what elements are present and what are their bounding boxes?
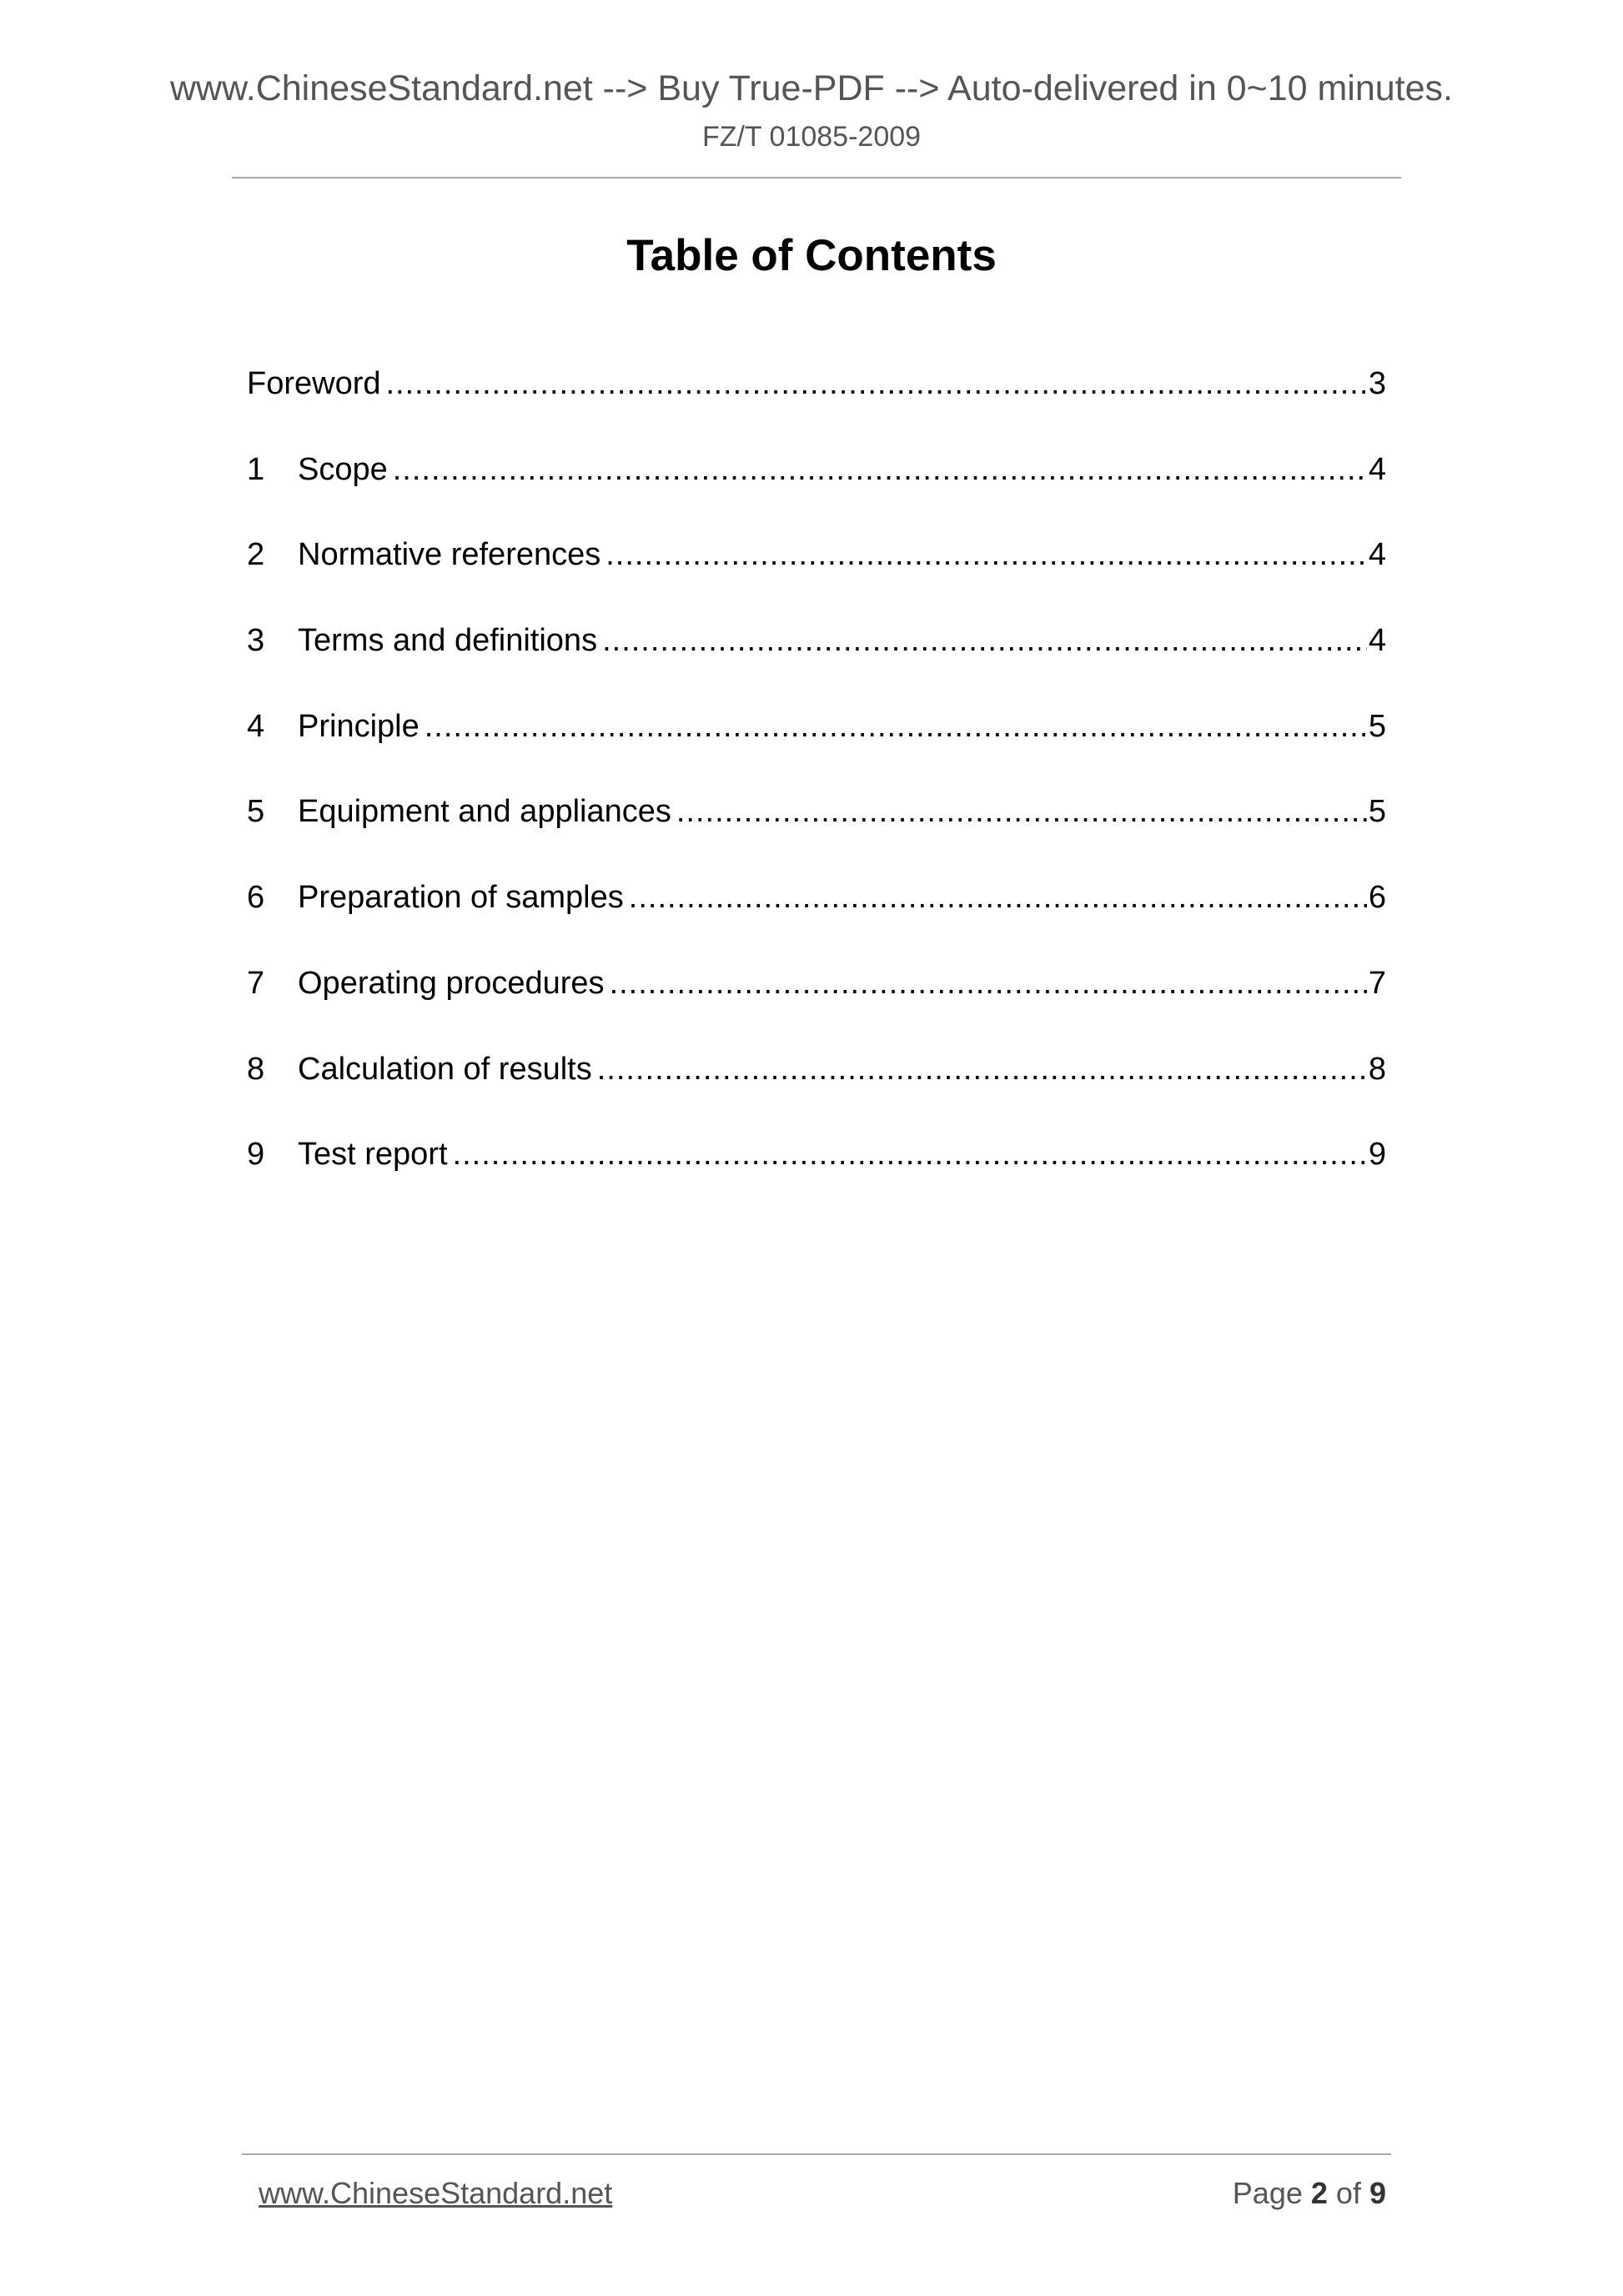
toc-dot-leader [453,1131,1367,1178]
toc-page-number: 4 [1368,537,1386,573]
toc-entry-title: Test report [298,1137,448,1173]
toc-section-number: 8 [247,1051,265,1087]
toc-entry-title: Foreword [247,366,381,401]
toc-section-number: 7 [247,965,265,1001]
current-page-number: 2 [1310,2176,1328,2210]
toc-entry-operating-procedures[interactable] [247,960,1386,1046]
footer-divider [242,2153,1391,2155]
toc-entry-title: Terms and definitions [298,623,598,659]
page-indicator [1233,2173,1386,2213]
toc-entry-title: Scope [298,451,388,487]
page-of-label: of [1335,2176,1361,2210]
toc-entry-normative-references[interactable] [247,531,1386,617]
header-divider [232,177,1401,178]
footer-site-link[interactable]: www.ChineseStandard.net [259,2176,613,2210]
toc-section-number: 4 [247,708,265,744]
table-of-contents [247,360,1386,1217]
toc-entry-terms-and-definitions[interactable] [247,617,1386,703]
toc-section-number: 1 [247,451,265,487]
toc-section-number: 2 [247,537,265,573]
toc-dot-leader [393,446,1367,493]
toc-entry-title: Preparation of samples [298,880,624,916]
standard-code: FZ/T 01085-2009 [701,121,922,153]
toc-entry-title: Normative references [298,537,601,573]
toc-dot-leader [610,960,1367,1007]
toc-entry-calculation-of-results[interactable] [247,1046,1386,1132]
toc-page-number: 7 [1368,965,1386,1001]
toc-page-number: 4 [1368,623,1386,659]
toc-section-number: 5 [247,794,265,830]
toc-page-number: 5 [1368,708,1386,744]
toc-entry-title: Principle [298,708,420,744]
toc-page-number: 3 [1368,366,1386,401]
toc-entry-preparation-of-samples[interactable] [247,874,1386,960]
toc-page-number: 4 [1368,451,1386,487]
toc-dot-leader [676,788,1367,835]
page-title: Table of Contents [626,231,997,280]
toc-page-number: 8 [1368,1051,1386,1087]
toc-entry-title: Calculation of results [298,1051,592,1087]
toc-dot-leader [386,360,1367,407]
total-page-count: 9 [1369,2176,1386,2210]
toc-dot-leader [602,617,1367,664]
toc-page-number: 6 [1368,880,1386,916]
toc-dot-leader [629,874,1367,921]
toc-entry-test-report[interactable] [247,1131,1386,1217]
toc-entry-scope[interactable] [247,446,1386,532]
header-banner: www.ChineseStandard.net --> Buy True-PDF --> Auto-delivered in 0~10 minutes. [169,68,1453,108]
toc-section-number: 3 [247,623,265,659]
toc-section-number: 6 [247,880,265,916]
toc-page-number: 5 [1368,794,1386,830]
toc-dot-leader [597,1046,1367,1093]
toc-entry-title: Operating procedures [298,965,605,1001]
toc-entry-equipment-and-appliances[interactable] [247,788,1386,874]
toc-dot-leader [425,703,1367,750]
page-label: Page [1232,2176,1303,2210]
toc-entry-foreword[interactable] [247,360,1386,446]
toc-section-number: 9 [247,1137,265,1173]
toc-dot-leader [605,531,1367,578]
toc-entry-title: Equipment and appliances [298,794,671,830]
toc-entry-principle[interactable] [247,703,1386,789]
toc-page-number: 9 [1368,1137,1386,1173]
